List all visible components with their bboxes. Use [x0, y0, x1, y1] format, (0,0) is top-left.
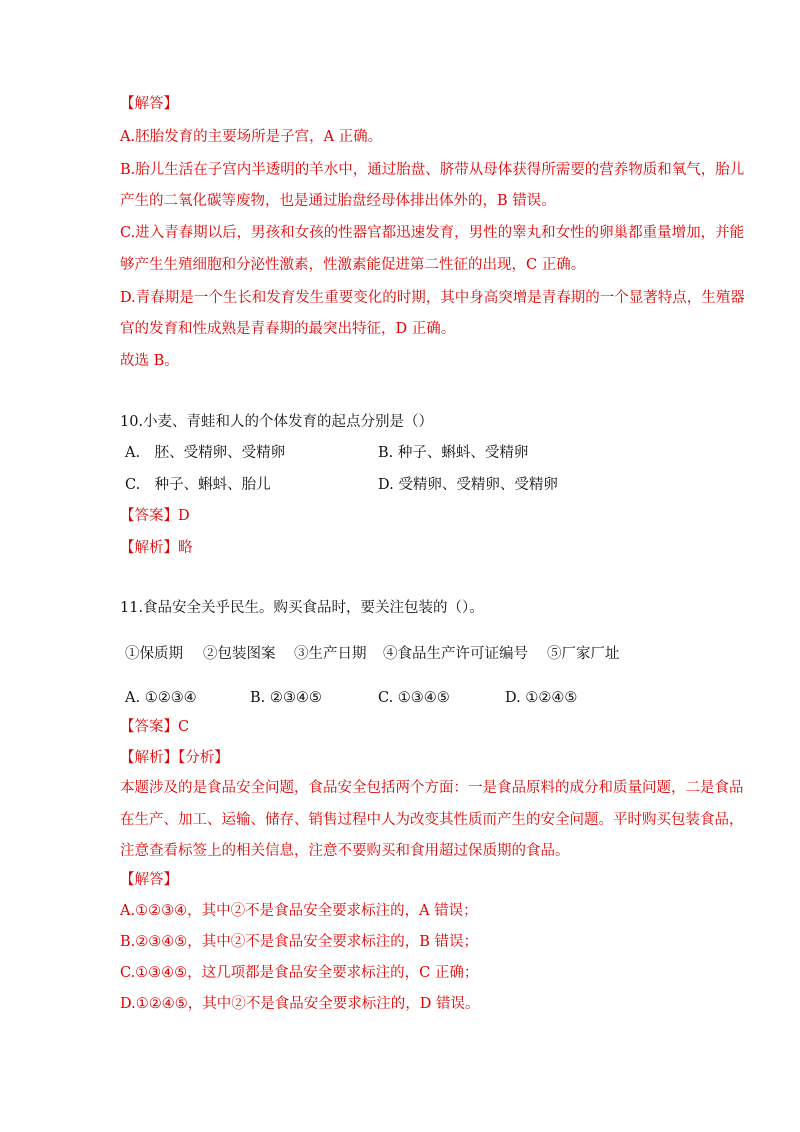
- q11-solution-d: D.①②④⑤，其中②不是食品安全要求标注的，D 错误。: [120, 996, 480, 1012]
- q11-analysis-line3: 注意查看标签上的相关信息，注意不要购买和食用超过保质期的食品。: [120, 843, 570, 859]
- q11-item-3: ③生产日期: [294, 646, 367, 662]
- q11-option-c: C. ①③④⑤: [378, 690, 450, 706]
- q11-answer: 【答案】C: [120, 719, 190, 735]
- q11-solution-b: B.②③④⑤，其中②不是食品安全要求标注的，B 错误；: [120, 934, 479, 950]
- q9-solution-b-line1: B.胎儿生活在子宫内半透明的羊水中，通过胎盘、脐带从母体获得所需要的营养物质和氧气，胎儿: [120, 162, 745, 178]
- q11-analysis-line1: 本题涉及的是食品安全问题，食品安全包括两个方面：一是食品原料的成分和质量问题，二是食品: [120, 780, 744, 796]
- q11-stem: 11.食品安全关乎民生。购买食品时，要关注包装的（）。: [120, 600, 484, 616]
- q11-item-1: ①保质期: [125, 646, 183, 662]
- q9-solution-c-line2: 够产生生殖细胞和分泌性激素，性激素能促进第二性征的出现，C 正确。: [120, 257, 586, 273]
- q11-item-4: ④食品生产许可证编号: [383, 646, 528, 662]
- q10-option-b: B. 种子、蝌蚪、受精卵: [378, 445, 529, 461]
- q11-solution-a: A.①②③④，其中②不是食品安全要求标注的，A 错误；: [120, 903, 478, 919]
- q9-solution-a: A.胚胎发育的主要场所是子宫，A 正确。: [120, 129, 383, 145]
- q11-item-5: ⑤厂家厂址: [547, 646, 620, 662]
- q11-analysis-heading: 【解析】【分析】: [120, 750, 229, 766]
- q9-solution-c-line1: C.进入青春期以后，男孩和女孩的性器官都迅速发育，男性的睾丸和女性的卵巢都重量增加，并能: [120, 225, 745, 241]
- q10-stem: 10.小麦、青蛙和人的个体发育的起点分别是（）: [120, 414, 434, 430]
- q9-solution-b-line2: 产生的二氧化碳等废物，也是通过胎盘经母体排出体外的，B 错误。: [120, 193, 556, 209]
- q11-option-d: D. ①②④⑤: [505, 690, 578, 706]
- q10-option-a: A. 胚、受精卵、受精卵: [125, 445, 286, 461]
- q11-analysis-line2: 在生产、加工、运输、储存、销售过程中人为改变其性质而产生的安全问题。平时购买包装食品，: [120, 812, 744, 828]
- q9-solution-d-line1: D.青春期是一个生长和发育发生重要变化的时期，其中身高突增是青春期的一个显著特点，生殖器: [120, 290, 745, 306]
- q11-option-b: B. ②③④⑤: [250, 690, 322, 706]
- q11-option-a: A. ①②③④: [125, 690, 197, 706]
- q11-item-2: ②包装图案: [203, 646, 276, 662]
- q9-solution-d-line2: 官的发育和性成熟是青春期的最突出特征，D 正确。: [120, 321, 456, 337]
- q9-solution-heading: 【解答】: [120, 96, 178, 112]
- q9-final-choice: 故选 B。: [120, 353, 179, 369]
- q11-solution-c: C.①③④⑤，这几项都是食品安全要求标注的，C 正确；: [120, 965, 479, 981]
- q10-answer: 【答案】D: [120, 508, 190, 524]
- q10-option-d: D. 受精卵、受精卵、受精卵: [378, 477, 558, 493]
- q10-analysis: 【解析】略: [120, 540, 193, 556]
- q10-option-c: C. 种子、蝌蚪、胎儿: [125, 477, 271, 493]
- q11-solution-heading: 【解答】: [120, 872, 178, 888]
